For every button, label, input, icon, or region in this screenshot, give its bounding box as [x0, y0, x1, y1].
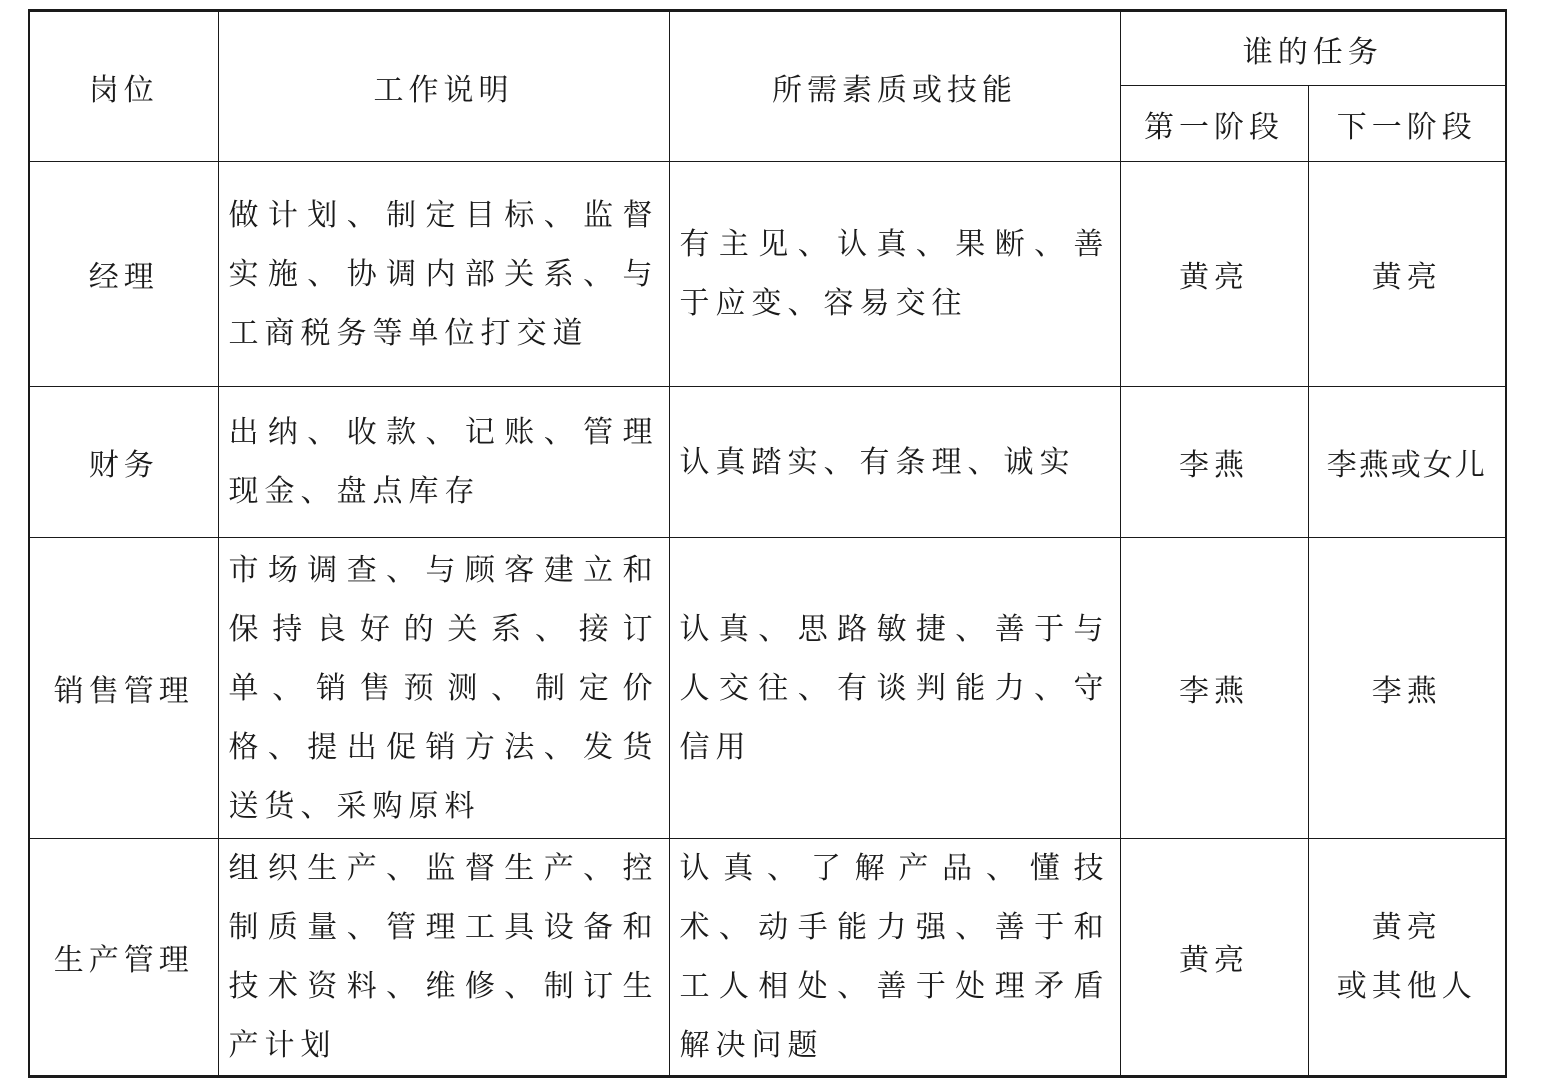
table-row	[29, 538, 1506, 839]
row-description	[218, 538, 669, 839]
row-position: 销售管理	[29, 538, 218, 839]
description-text: 出纳、收款、记账、管理现金、盘点库存	[228, 415, 659, 509]
description-text: 组织生产、监督生产、控制质量、管理工具设备和技术资料、维修、制订生产计划	[228, 851, 659, 1063]
row-stage2: 李燕	[1308, 538, 1506, 839]
row-position: 财务	[29, 387, 218, 538]
row-stage2: 黄亮	[1308, 162, 1506, 387]
skills-text: 认真、思路敏捷、善于与人交往、有谈判能力、守信用	[679, 611, 1110, 765]
description-text: 市场调查、与顾客建立和保持良好的关系、接订单、销售预测、制定价格、提出促销方法、发货送货、采购原料	[228, 552, 659, 824]
row-description	[218, 162, 669, 387]
skills-text: 有主见、认真、果断、善于应变、容易交往	[679, 227, 1110, 321]
row-description	[218, 839, 669, 1077]
table-row	[29, 839, 1506, 1077]
row-stage2	[1308, 839, 1506, 1077]
table-row	[29, 387, 1506, 538]
row-stage1: 李燕	[1120, 387, 1308, 538]
row-stage1: 黄亮	[1120, 839, 1308, 1077]
row-skills	[669, 387, 1120, 538]
header-description: 工作说明	[218, 11, 669, 162]
job-responsibility-table	[28, 9, 1507, 1078]
header-row	[29, 11, 1506, 86]
stage2-line1: 黄亮	[1371, 910, 1442, 945]
row-stage1: 黄亮	[1120, 162, 1308, 387]
header-position: 岗位	[29, 11, 218, 162]
row-position: 生产管理	[29, 839, 218, 1077]
row-skills	[669, 839, 1120, 1077]
description-text: 做计划、制定目标、监督实施、协调内部关系、与工商税务等单位打交道	[228, 197, 659, 351]
table-row	[29, 162, 1506, 387]
header-skills: 所需素质或技能	[669, 11, 1120, 162]
stage2-line2: 或其他人	[1336, 969, 1477, 1004]
skills-text: 认真、了解产品、懂技术、动手能力强、善于和工人相处、善于处理矛盾解决问题	[679, 851, 1110, 1063]
row-skills	[669, 162, 1120, 387]
row-position: 经理	[29, 162, 218, 387]
row-description	[218, 387, 669, 538]
row-skills	[669, 538, 1120, 839]
header-stage1: 第一阶段	[1120, 86, 1308, 162]
skills-text: 认真踏实、有条理、诚实	[679, 444, 1076, 480]
row-stage1: 李燕	[1120, 538, 1308, 839]
row-stage2: 李燕或女儿	[1308, 387, 1506, 538]
header-stage2: 下一阶段	[1308, 86, 1506, 162]
header-who: 谁的任务	[1120, 11, 1506, 86]
